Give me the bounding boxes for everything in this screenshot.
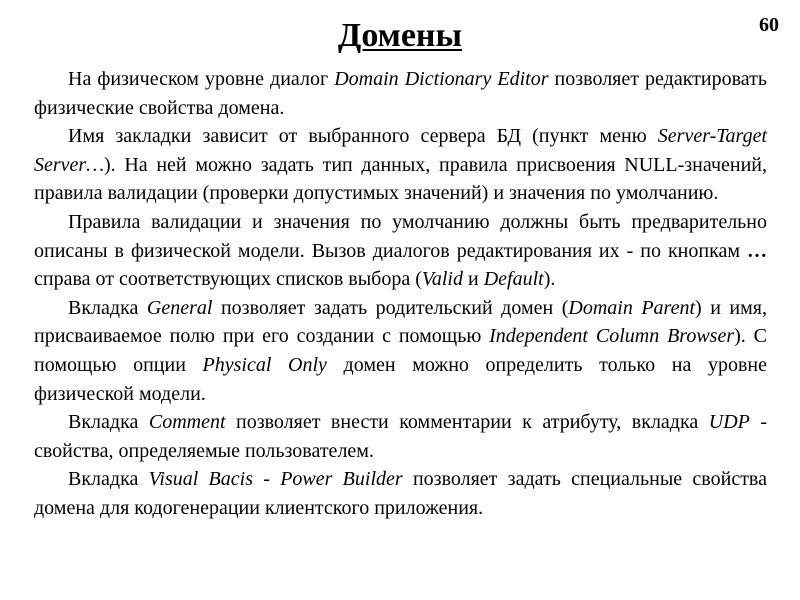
text-run: домен можно определить только на уровне физической модели. bbox=[34, 353, 767, 405]
text-run: Вкладка bbox=[68, 411, 149, 434]
emphasized-term: Server-Target Server… bbox=[34, 125, 767, 176]
emphasized-term: Domain Dictionary Editor bbox=[334, 68, 549, 90]
paragraph bbox=[34, 65, 767, 122]
emphasized-term: Independent Column Browser bbox=[489, 325, 735, 348]
text-run: Имя закладки зависит от выбранного сервера БД (пункт меню bbox=[68, 125, 658, 148]
text-run: ) и имя, присваиваемое полю при его создании с помощью bbox=[34, 296, 767, 348]
text-run: - свойства, определяемые пользователем. bbox=[34, 411, 767, 462]
text-run: ). На ней можно задать тип данных, правила присвоения NULL-значений, правила валидации (проверки допустимых значений) и значения по умолчанию. bbox=[34, 153, 767, 205]
emphasized-term: Physical Only bbox=[202, 353, 327, 376]
emphasized-term: Default bbox=[483, 268, 544, 291]
text-run: Вкладка bbox=[68, 296, 147, 319]
paragraph bbox=[34, 294, 767, 408]
emphasized-term: Comment bbox=[148, 411, 226, 434]
text-run: позволяет задать специальные свойства домена для кодогенерации клиентского приложения. bbox=[34, 468, 767, 519]
emphasized-term: General bbox=[146, 296, 213, 319]
slide-body bbox=[34, 65, 767, 523]
page-number: 60 bbox=[759, 14, 779, 36]
bold-text: … bbox=[747, 239, 767, 262]
emphasized-term: Domain Parent bbox=[568, 296, 696, 319]
text-run: На физическом уровне диалог bbox=[68, 68, 335, 90]
text-run: справа от соответствующих списков выбора ( bbox=[34, 268, 422, 291]
paragraph bbox=[34, 465, 767, 522]
emphasized-term: UDP bbox=[708, 411, 750, 434]
paragraph bbox=[34, 122, 767, 208]
text-run: Вкладка bbox=[68, 468, 149, 491]
text-run: позволяет задать родительский домен ( bbox=[212, 296, 569, 319]
emphasized-term: Visual Bacis - Power Builder bbox=[148, 468, 403, 491]
page-title: Домены bbox=[337, 17, 463, 54]
text-run: и bbox=[462, 268, 484, 291]
text-run: Правила валидации и значения по умолчанию должны быть предварительно описаны в физической модели. Вызов диалогов редактирования их - по кнопкам bbox=[34, 210, 767, 262]
text-run: ). С помощью опции bbox=[34, 325, 768, 376]
text-run: ). bbox=[543, 268, 556, 291]
text-run: позволяет внести комментарии к атрибуту, вкладка bbox=[225, 411, 709, 434]
paragraph bbox=[34, 408, 767, 465]
emphasized-term: Valid bbox=[421, 268, 463, 291]
text-run: позволяет редактировать физические свойства домена. bbox=[34, 68, 767, 119]
paragraph bbox=[34, 208, 767, 294]
